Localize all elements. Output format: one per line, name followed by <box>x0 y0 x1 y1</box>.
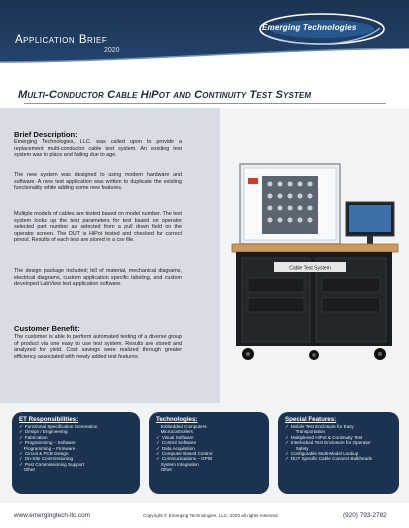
checklist-item-label: Interlocked Test Enclosure for Operator <box>290 440 371 446</box>
checklist-item-label: Programming – Firmware <box>23 445 76 451</box>
check-icon: ✓ <box>19 456 23 462</box>
check-icon: ✓ <box>19 434 23 440</box>
check-icon: ✓ <box>285 451 289 457</box>
check-icon: ✓ <box>19 461 23 467</box>
checklist-item-label: Mobile Test Enclosure for Easy <box>290 424 354 429</box>
checklist-item-label: Circuit & PCB Design <box>24 451 69 457</box>
checklist-item-label: Design / Engineering <box>24 429 68 435</box>
checklist-item-label: Microcontrollers <box>160 429 193 435</box>
check-icon: ✓ <box>156 434 160 440</box>
check-icon: ✓ <box>156 456 160 462</box>
check-icon <box>19 467 22 472</box>
footer-copyright: Copyright © Emerging Technologies, LLC. 2020 all rights reserved <box>143 513 278 518</box>
checklist-item-label: DUT Specific Cable Connect Bulkheads <box>290 456 372 462</box>
special-features-list <box>285 424 392 462</box>
title-divider <box>24 103 386 104</box>
technologies-box <box>149 412 269 494</box>
checklist-item-label: On-Site Commissioning <box>24 456 74 462</box>
technologies-list <box>156 424 262 473</box>
checklist-item-label: Programming – Software <box>24 440 76 446</box>
brief-description-para-3: Multiple models of cables are tested based on model number. The test system looks up the test parameters for test based on operator selected part number as selected from a pull down field on the operator screen. The DUT is HiPot tested and checked for correct pinout. Results of each test are stored in a csv file. <box>14 211 182 244</box>
check-icon <box>156 462 159 467</box>
checklist-item-label: Embedded Computers <box>160 424 207 429</box>
checklist-item-label: Fabrication <box>24 434 48 440</box>
check-icon: ✓ <box>285 424 289 429</box>
logo-text: Emerging Technologies <box>262 23 357 32</box>
brief-description-para-4: The design package included; bill of material, mechanical diagrams, electrical diagrams, custom application specific labeling, and custom developed LabView test application software. <box>14 268 182 288</box>
checklist-item-label: Safety <box>295 445 309 451</box>
et-responsibilities-title: ET Responsibilities: <box>19 416 79 423</box>
header-swoosh <box>0 48 409 74</box>
check-icon <box>156 467 159 472</box>
customer-benefit-heading: Customer Benefit: <box>14 324 80 333</box>
et-responsibilities-box <box>12 412 140 494</box>
check-icon: ✓ <box>156 445 160 451</box>
checklist-item-label: Other <box>23 467 36 473</box>
customer-benefit-text: The customer is able to perform automated testing of a diverse group of product via one easy to use test system. Results are stored and analyzed for yield. Cost savings were realized through greater efficiency associated with newly added test features. <box>14 334 182 360</box>
check-icon <box>19 446 22 451</box>
check-icon: ✓ <box>19 440 23 446</box>
check-icon <box>291 429 294 434</box>
checklist-item-label: Data Acquisition <box>161 445 195 451</box>
checklist-item <box>285 456 392 461</box>
checklist-item-label: System Integration <box>160 461 199 467</box>
check-icon: ✓ <box>156 440 160 446</box>
checklist-item-label: Multiplexed HiPot & Continuity Test <box>290 434 363 440</box>
checklist-item-label: Post Commissioning Support <box>24 461 85 467</box>
check-icon <box>156 429 159 434</box>
checklist-item-label: Functional Specification Generation <box>24 424 98 429</box>
checklist-item-label: Transportation <box>295 429 326 435</box>
check-icon: ✓ <box>285 440 289 446</box>
check-icon: ✓ <box>19 451 23 457</box>
checklist-item-label: Configurable Multi-Model Lookup <box>290 451 359 457</box>
cabinet-label: Cable Test System <box>289 265 331 272</box>
test-system-photo <box>222 158 402 368</box>
brief-description-para-2: The new system was designed to using modern hardware and software. A new test application was written to duplicate the existing functionality while adding some new features. <box>14 172 182 192</box>
brief-description-para-1: Emerging Technologies, LLC. was called upon to provide a replacement multi-conductor cable test system. An existing test system was in place and failing due to age. <box>14 139 182 159</box>
check-icon: ✓ <box>156 451 160 457</box>
check-icon <box>291 446 294 451</box>
checklist-item-label: Communications – GPIB <box>161 456 213 462</box>
checklist-item-label: Computer Based Control <box>161 451 213 457</box>
footer-phone: (920) 793-2782 <box>343 512 387 519</box>
special-features-title: Special Features: <box>285 416 337 423</box>
checklist-item <box>156 467 262 472</box>
check-icon: ✓ <box>19 424 23 429</box>
special-features-box <box>278 412 399 494</box>
technologies-title: Technologies: <box>156 416 198 423</box>
check-icon <box>156 424 159 429</box>
et-responsibilities-list <box>19 424 133 473</box>
check-icon: ✓ <box>285 434 289 440</box>
footer-url-link[interactable]: www.emergingtech-llc.com <box>14 512 91 519</box>
header-banner <box>0 0 409 74</box>
checklist-item-label: Visual Software <box>161 434 194 440</box>
check-icon: ✓ <box>19 429 23 435</box>
brief-description-heading: Brief Description: <box>14 130 78 139</box>
check-icon: ✓ <box>285 456 289 462</box>
page-title: Multi-Conductor Cable HiPot and Continuity Test System <box>18 89 312 101</box>
checklist-item <box>19 467 133 472</box>
brief-label: Application Brief <box>15 34 108 46</box>
checklist-item-label: Other <box>160 467 173 473</box>
checklist-item-label: Control Software <box>161 440 197 446</box>
brief-year: 2020 <box>104 47 120 54</box>
